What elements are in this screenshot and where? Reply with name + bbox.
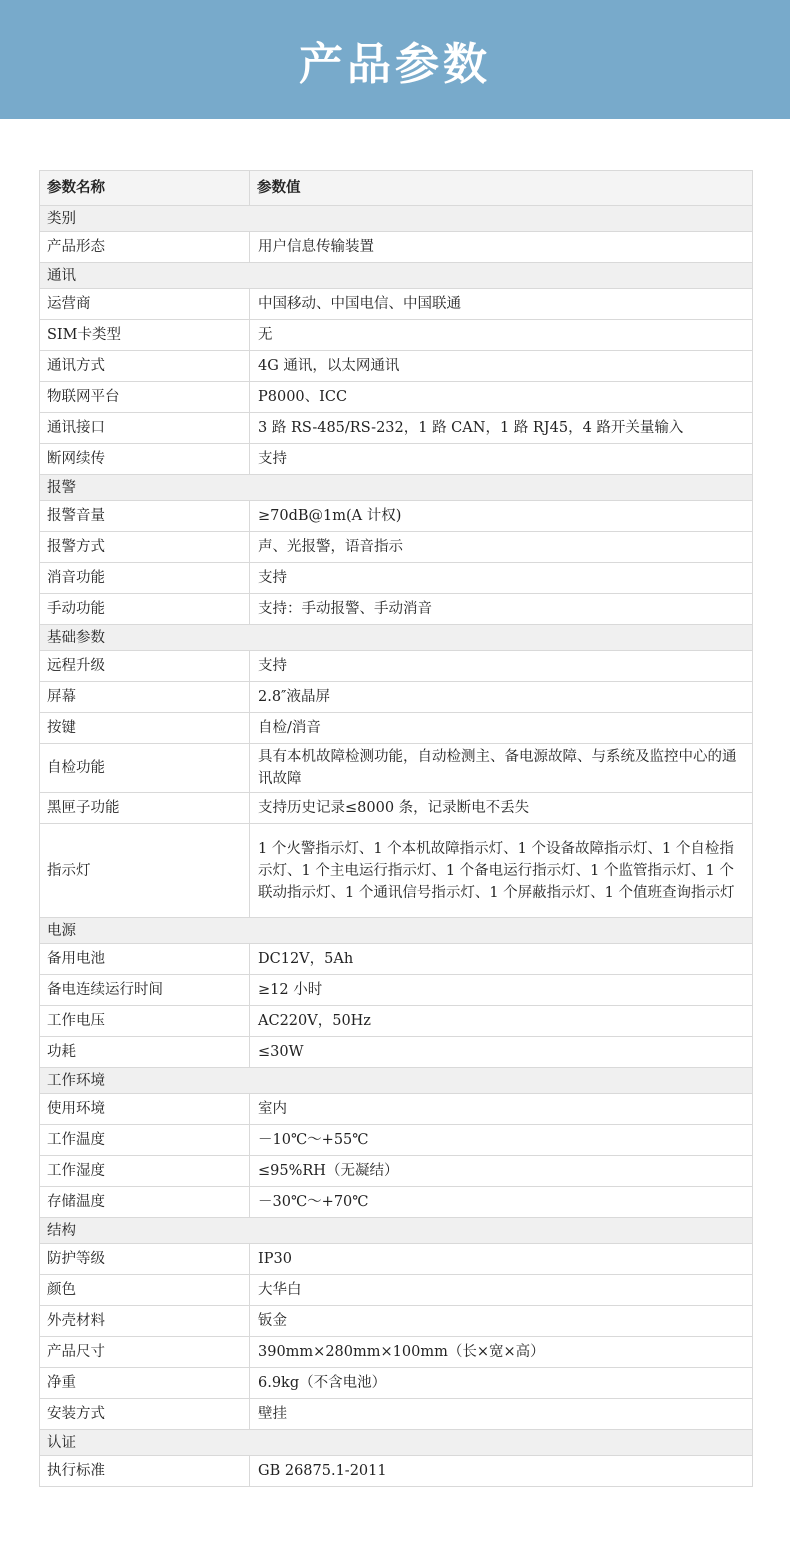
table-row [40,1337,753,1368]
param-value: 用户信息传输装置 [250,232,753,263]
table-row [40,594,753,625]
param-value: 390mm×280mm×100mm（长×宽×高） [250,1337,753,1368]
param-name: 防护等级 [40,1244,250,1275]
table-row [40,651,753,682]
table-row [40,1306,753,1337]
section-title: 电源 [40,918,753,944]
param-name: 物联网平台 [40,382,250,413]
param-name: 颜色 [40,1275,250,1306]
param-value: ≤30W [250,1037,753,1068]
param-name: 远程升级 [40,651,250,682]
param-value: 3 路 RS-485/RS-232，1 路 CAN，1 路 RJ45，4 路开关量输入 [250,413,753,444]
param-value: IP30 [250,1244,753,1275]
section-title: 认证 [40,1430,753,1456]
param-name: 外壳材料 [40,1306,250,1337]
table-row [40,1156,753,1187]
param-name: 通讯接口 [40,413,250,444]
param-name: 执行标准 [40,1456,250,1487]
param-value: 支持历史记录≤8000 条，记录断电不丢失 [250,793,753,824]
table-row [40,413,753,444]
param-name: 净重 [40,1368,250,1399]
table-row [40,1094,753,1125]
param-value: ≤95%RH（无凝结） [250,1156,753,1187]
table-row [40,1187,753,1218]
param-value: 4G 通讯，以太网通讯 [250,351,753,382]
spec-table [39,170,753,1487]
param-name: 备用电池 [40,944,250,975]
table-row [40,1399,753,1430]
table-row [40,382,753,413]
param-value: 室内 [250,1094,753,1125]
param-value: 支持 [250,444,753,475]
param-value: 中国移动、中国电信、中国联通 [250,289,753,320]
table-row [40,744,753,793]
table-row [40,824,753,918]
table-row [40,1037,753,1068]
table-row [40,1368,753,1399]
section-title: 工作环境 [40,1068,753,1094]
param-name: 使用环境 [40,1094,250,1125]
param-name: 报警音量 [40,501,250,532]
param-value: P8000、ICC [250,382,753,413]
section-row [40,206,753,232]
param-value: 1 个火警指示灯、1 个本机故障指示灯、1 个设备故障指示灯、1 个自检指示灯、1 个主电运行指示灯、1 个备电运行指示灯、1 个监管指示灯、1 个联动指示灯、1 个通讯信号指示灯、1 个屏蔽指示灯、1 个值班查询指示灯 [250,824,753,918]
table-row [40,320,753,351]
table-row [40,682,753,713]
section-row [40,1430,753,1456]
table-row [40,1456,753,1487]
param-name: 产品形态 [40,232,250,263]
param-value: 支持 [250,651,753,682]
param-name: SIM卡类型 [40,320,250,351]
param-name: 工作温度 [40,1125,250,1156]
section-title: 基础参数 [40,625,753,651]
page-title: 产品参数 [299,38,491,90]
header-param-value: 参数值 [250,171,753,206]
param-name: 备电连续运行时间 [40,975,250,1006]
section-title: 通讯 [40,263,753,289]
param-name: 产品尺寸 [40,1337,250,1368]
header-banner [0,0,790,119]
param-value: DC12V，5Ah [250,944,753,975]
section-row [40,1068,753,1094]
table-row [40,232,753,263]
param-value: 支持：手动报警、手动消音 [250,594,753,625]
table-row [40,532,753,563]
param-value: 2.8″液晶屏 [250,682,753,713]
param-value: AC220V，50Hz [250,1006,753,1037]
param-name: 工作湿度 [40,1156,250,1187]
table-row [40,1244,753,1275]
param-value: ≥12 小时 [250,975,753,1006]
param-name: 黑匣子功能 [40,793,250,824]
table-row [40,713,753,744]
param-value: ≥70dB@1m(A 计权) [250,501,753,532]
table-row [40,501,753,532]
table-row [40,1275,753,1306]
param-value: 6.9kg（不含电池） [250,1368,753,1399]
param-name: 自检功能 [40,744,250,793]
section-title: 报警 [40,475,753,501]
section-row [40,625,753,651]
param-name: 运营商 [40,289,250,320]
table-row [40,563,753,594]
section-row [40,475,753,501]
spec-table-container [39,170,752,1487]
section-title: 结构 [40,1218,753,1244]
param-value: 大华白 [250,1275,753,1306]
param-name: 工作电压 [40,1006,250,1037]
section-row [40,263,753,289]
param-value: －10℃～+55℃ [250,1125,753,1156]
param-name: 报警方式 [40,532,250,563]
table-row [40,444,753,475]
param-name: 消音功能 [40,563,250,594]
table-row [40,944,753,975]
param-value: 声、光报警，语音指示 [250,532,753,563]
table-row [40,1125,753,1156]
section-row [40,918,753,944]
table-header-row [40,171,753,206]
param-value: 无 [250,320,753,351]
param-value: 壁挂 [250,1399,753,1430]
param-name: 按键 [40,713,250,744]
param-name: 屏幕 [40,682,250,713]
table-row [40,1006,753,1037]
param-value: 钣金 [250,1306,753,1337]
section-title: 类别 [40,206,753,232]
param-name: 安装方式 [40,1399,250,1430]
param-value: 具有本机故障检测功能，自动检测主、备电源故障、与系统及监控中心的通讯故障 [250,744,753,793]
param-name: 功耗 [40,1037,250,1068]
param-name: 存储温度 [40,1187,250,1218]
section-row [40,1218,753,1244]
table-row [40,289,753,320]
param-name: 断网续传 [40,444,250,475]
param-name: 手动功能 [40,594,250,625]
table-row [40,351,753,382]
param-value: －30℃～+70℃ [250,1187,753,1218]
param-value: 自检/消音 [250,713,753,744]
param-value: GB 26875.1-2011 [250,1456,753,1487]
table-row [40,975,753,1006]
param-name: 通讯方式 [40,351,250,382]
table-row [40,793,753,824]
header-param-name: 参数名称 [40,171,250,206]
spec-table-body [40,206,753,1487]
param-name: 指示灯 [40,824,250,918]
param-value: 支持 [250,563,753,594]
